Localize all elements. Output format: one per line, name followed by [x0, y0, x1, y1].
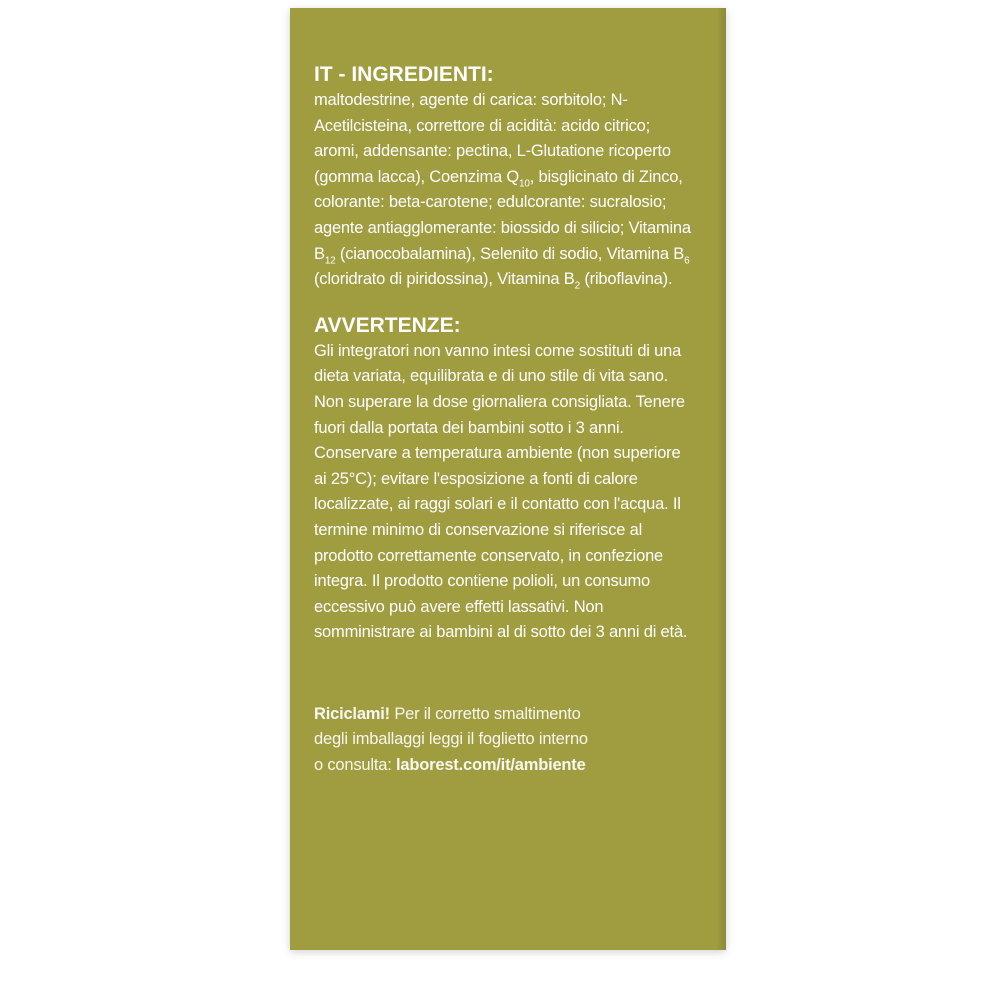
- subscript-b12: 12: [324, 254, 336, 266]
- recycle-notice: [314, 702, 694, 779]
- subscript-b6: 6: [684, 254, 690, 266]
- label-content: [314, 62, 694, 779]
- ingredients-text: [314, 88, 694, 293]
- recycle-label: Riciclami!: [314, 704, 390, 723]
- panel-edge-shade: [716, 8, 726, 950]
- recycle-link[interactable]: laborest.com/it/ambiente: [396, 756, 586, 775]
- ingredients-heading: IT - INGREDIENTI:: [314, 63, 494, 86]
- subscript-b2: 2: [574, 280, 580, 292]
- recycle-text-line1: Per il corretto smaltimento: [389, 704, 581, 723]
- section-spacer: [314, 293, 694, 313]
- recycle-text-line3: o consulta:: [314, 756, 396, 775]
- recycle-text-line2: degli imballaggi leggi il foglietto interno: [314, 730, 588, 749]
- ingredients-segment: (riboflavina).: [579, 270, 673, 289]
- section-spacer: [314, 646, 694, 702]
- ingredients-segment: (cianocobalamina), Selenito di sodio, Vitamina B: [335, 244, 685, 263]
- ingredients-segment: maltodestrine, agente di carica: sorbitolo; N-Acetilcisteina, correttore di acidità: acido citrico; aromi, addensante: pectina, L-Glutatione ricoperto (gomma lacca), Coenzima Q: [314, 91, 671, 186]
- product-box-panel: [290, 8, 726, 950]
- warnings-heading: AVVERTENZE:: [314, 313, 461, 337]
- warnings-text: Gli integratori non vanno intesi come sostituti di una dieta variata, equilibrata e di uno stile di vita sano. Non superare la dose giornaliera consigliata. Tenere fuori dalla portata dei bambini sotto i 3 anni. Conservare a temperatura ambiente (non superiore ai 25°C); evitare l'esposizione a fonti di calore localizzate, ai raggi solari e il contatto con l'acqua. Il termine minimo di conservazione si riferisce al prodotto correttamente conservato, in confezione integra. Il prodotto contiene polioli, un consumo eccessivo può avere effetti lassativi. Non somministrare ai bambini al di sotto dei 3 anni di età.: [314, 341, 688, 642]
- subscript-q10: 10: [518, 178, 530, 190]
- ingredients-segment: , bisglicinato di Zinco, colorante: beta-carotene; edulcorante: sucralosio; agente antiagglomerante: biossido di silicio; Vitamina B: [314, 167, 691, 263]
- ingredients-segment: (cloridrato di piridossina), Vitamina B: [314, 270, 575, 289]
